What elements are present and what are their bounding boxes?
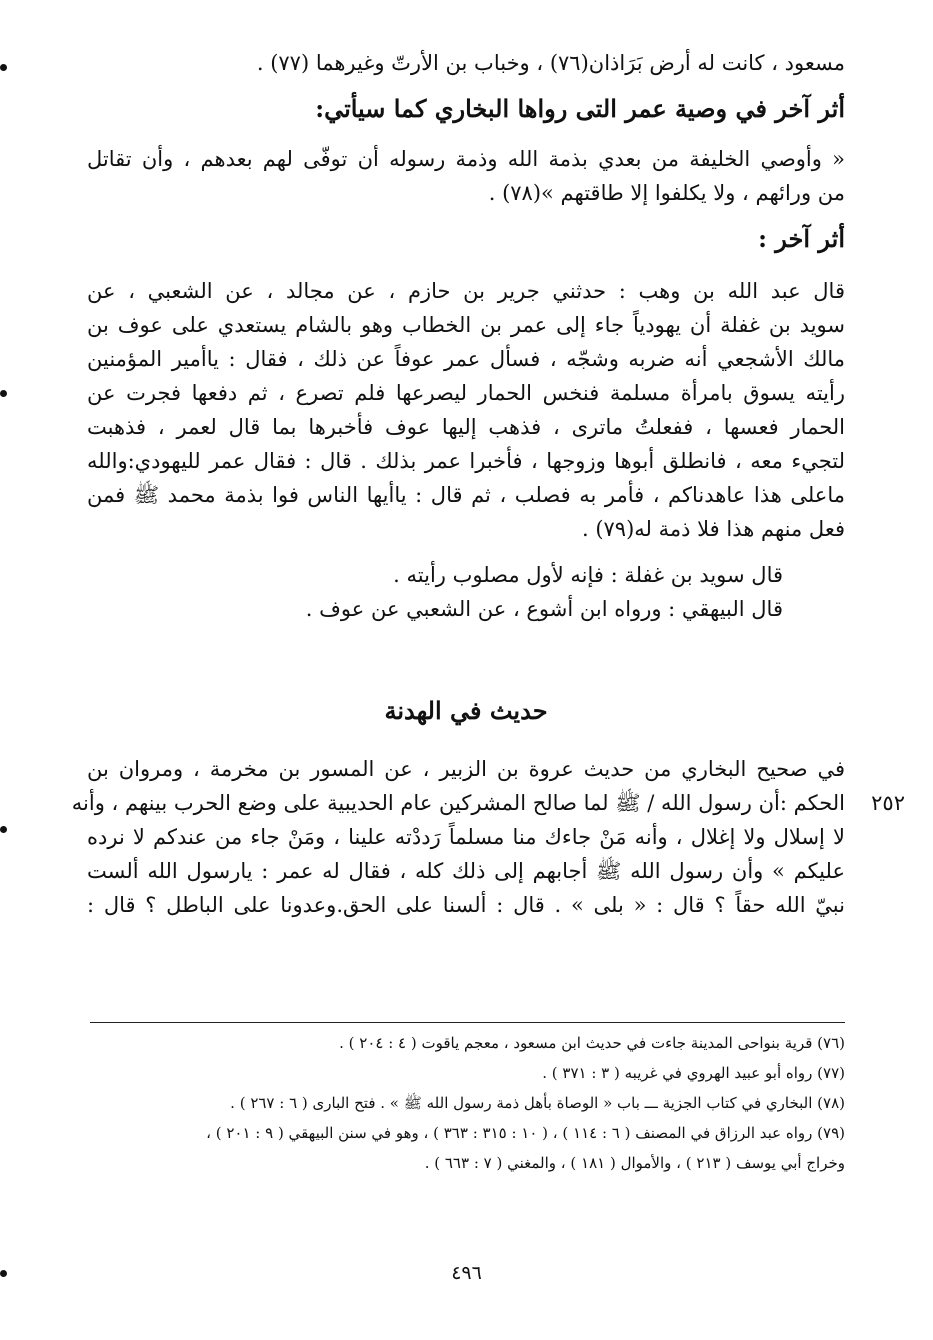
footnote: وخراج أبي يوسف ( ٢١٣ ) ، والأموال ( ١٨١ ) ، والمغني ( ٧ : ٦٦٣ ) . [424,1154,845,1172]
text-line: مسعود ، كانت له أرض بَرَاذان(٧٦) ، وخباب بن الأرتّ وغيرهما (٧٧) . [256,51,845,75]
margin-page-number: ٢٥٢ [871,791,905,815]
section-heading: حديث في الهدنة [384,696,548,725]
text-line: رأيته يسوق بامرأة مسلمة فنخس الحمار ليصرعها فلم تصرع ، ثم دفعها فجرت عن [87,381,845,405]
text-line: الحمار فعسها ، ففعلتُ ماترى ، فذهب إليها عوف فأخبرها بما قال لعمر ، فذهبت [87,415,845,439]
text-line: ماعلى هذا عاهدناكم ، فأمر به فصلب ، ثم قال : ياأيها الناس فوا بذمة محمد ﷺ فمن [87,483,845,507]
text-line: قال عبد الله بن وهب : حدثني جرير بن حازم ، عن مجالد ، عن الشعبي ، عن [87,279,845,303]
text-line: من ورائهم ، ولا يكلفوا إلا طاقتهم »(٧٨) . [488,181,845,205]
scan-edge-mark [0,826,7,833]
scan-edge-mark [0,64,7,71]
footnote: (٧٨) البخاري في كتاب الجزية ـــ باب « الوصاة بأهل ذمة رسول الله ﷺ » . فتح البارى ( ٦ : ٢٦٧ ) . [230,1094,845,1112]
text-line: لتجيء معه ، فانطلق أبوها وزوجها ، فأخبرا عمر بذلك . قال : فقال عمر لليهودي:والله [87,449,845,473]
text-line: نبيّ الله حقاً ؟ قال : « بلى » . قال : ألسنا على الحق.وعدونا على الباطل ؟ قال : [87,893,845,917]
scan-edge-mark [0,390,7,397]
footnote: (٧٩) رواه عبد الرزاق في المصنف ( ٦ : ١١٤ ) ، ( ١٠ : ٣١٥ : ٣٦٣ ) ، وهو في سنن البيهقي ( ٩ : ٢٠١ ) ، [206,1124,845,1142]
text-line: فعل منهم هذا فلا ذمة له(٧٩) . [581,517,845,541]
text-line: الحكم :أن رسول الله / ﷺ لما صالح المشركين عام الحديبية على وضع الحرب بينهم ، وأنه [71,791,845,815]
scan-edge-mark [0,1270,7,1277]
text-line: « وأوصي الخليفة من بعدي بذمة الله وذمة رسوله أن توفّى لهم بعدهم ، وأن تقاتل [87,147,845,171]
footnote: (٧٧) رواه أبو عبيد الهروي في غريبه ( ٣ : ٣٧١ ) . [542,1064,845,1082]
text-line: عليكم » وأن رسول الله ﷺ أجابهم إلى ذلك كله ، فقال له عمر : يارسول الله ألست [87,859,845,883]
text-line: لا إسلال ولا إغلال ، وأنه مَنْ جاءك منا مسلماً رَددْته علينا ، ومَنْ جاء من عندكم لا نرده [87,825,845,849]
text-line: سويد بن غفلة أن يهودياً جاء إلى عمر بن الخطاب وهو بالشام يستعدي على عوف بن [87,313,845,337]
text-line: قال البيهقي : ورواه ابن أشوع ، عن الشعبي عن عوف . [305,597,783,621]
text-line: مالك الأشجعي أنه ضربه وشجّه ، فسأل عمر عوفاً عن ذلك ، فقال : ياأمير المؤمنين [87,347,845,371]
page-number: ٤٩٦ [451,1262,482,1284]
section-heading: أثر آخر في وصية عمر التى رواها البخاري كما سيأتي: [315,94,845,123]
text-line: قال سويد بن غفلة : فإنه لأول مصلوب رأيته . [393,563,783,587]
section-heading: أثر آخر : [758,224,845,253]
footnote: (٧٦) قرية بنواحى المدينة جاءت في حديث ابن مسعود ، معجم ياقوت ( ٤ : ٢٠٤ ) . [339,1034,845,1052]
footnote-divider [90,1022,845,1023]
text-line: في صحيح البخاري من حديث عروة بن الزبير ، عن المسور بن مخرمة ، ومروان بن [87,757,845,781]
